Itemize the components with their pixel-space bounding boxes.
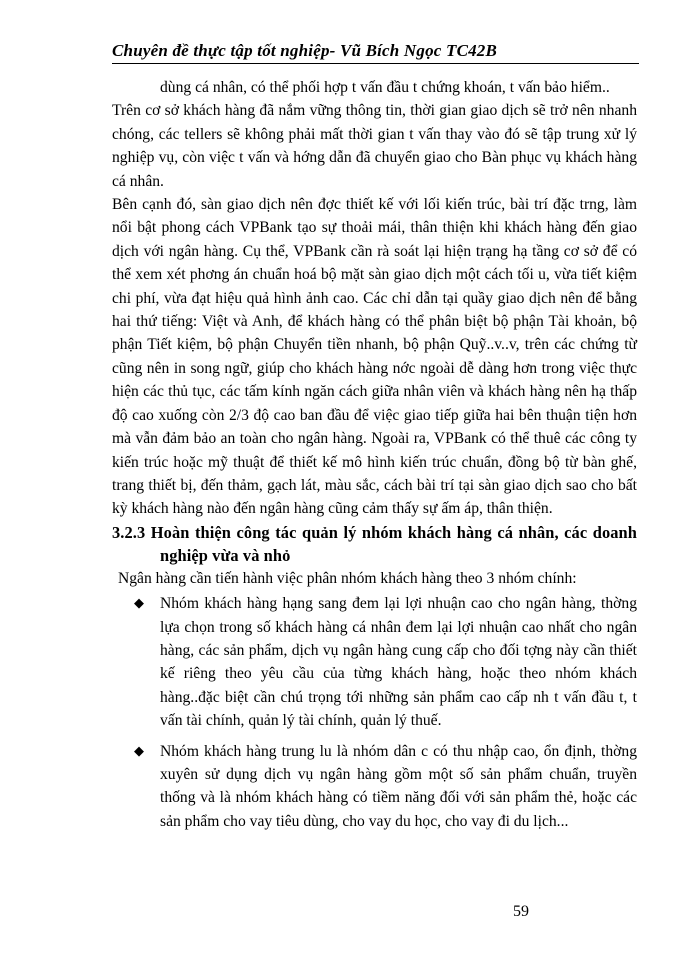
page-number: 59 [513, 903, 529, 920]
body-paragraph: Trên cơ sở khách hàng đã nắm vững thông tin, thời gian giao dịch sẽ trở nên nhanh chóng, các tellers sẽ không phải mất thời gian t vấn thay vào đó sẽ tập trung xử lý nghiệp vụ, còn việc t vấn và hớng dẫn đã chuyển giao cho Bàn phục vụ khách hàng cá nhân. [112, 102, 637, 190]
diamond-bullet-icon: ◆ [134, 595, 144, 611]
document-body [112, 76, 637, 840]
header-rule [112, 63, 639, 64]
section-intro: Ngân hàng cần tiến hành việc phân nhóm khách hàng theo 3 nhóm chính: [118, 569, 577, 587]
list-item [112, 592, 637, 732]
list-item [112, 740, 637, 834]
page-header-title: Chuyên đề thực tập tốt nghiệp- Vũ Bích Ngọc TC42B [112, 41, 498, 60]
bullet-list [112, 592, 637, 833]
list-item-text: Nhóm khách hàng hạng sang đem lại lợi nhuận cao cho ngân hàng, thờng lựa chọn trong số khách hàng cá nhân đem lại lợi nhuận cao nhất cho ngân hàng, các sản phẩm, dịch vụ ngân hàng cung cấp cho đối tợng này cần thiết kế riêng theo yêu cầu của từng khách hàng, hoặc theo nhóm khách hàng..đặc biệt cần chú trọng tới những sản phẩm cao cấp nh t vấn đầu t, t vấn tài chính, quản lý tài chính, quản lý thuế. [160, 595, 637, 730]
section-heading: 3.2.3 Hoàn thiện công tác quản lý nhóm khách hàng cá nhân, các doanh nghiệp vừa và nhỏ [112, 522, 637, 565]
continuation-paragraph: dùng cá nhân, có thể phối hợp t vấn đầu t chứng khoán, t vấn bảo hiểm.. [160, 79, 610, 96]
list-item-text: Nhóm khách hàng trung lu là nhóm dân c có thu nhập cao, ổn định, thờng xuyên sử dụng dịch vụ ngân hàng gồm một số sản phẩm chuẩn, truyền thống và là nhóm khách hàng có tiềm năng đối với sản phẩm thẻ, hoặc các sản phẩm cho vay tiêu dùng, cho vay du học, cho vay đi du lịch... [160, 742, 637, 830]
diamond-bullet-icon: ◆ [134, 742, 144, 758]
body-paragraph: Bên cạnh đó, sàn giao dịch nên đợc thiết kế với lối kiến trúc, bài trí đặc trng, làm nổi bật phong cách VPBank tạo sự thoải mái, thân thiện khi khách hàng đến giao dịch với ngân hàng. Cụ thể, VPBank cần rà soát lại hiện trạng hạ tầng cơ sở để có thể xem xét phơng án chuẩn hoá bộ mặt sàn giao dịch một cách tối u, vừa tiết kiệm chi phí, vừa đạt hiệu quả hình ảnh cao. Các chỉ dẫn tại quầy giao dịch nên để bằng hai thứ tiếng: Việt và Anh, để khách hàng có thể phân biệt bộ phận Tài khoản, bộ phận Tiết kiệm, bộ phận Chuyển tiền nhanh, bộ phận Quỹ..v..v, trên các chứng từ cũng nên in song ngữ, giúp cho khách hàng nớc ngoài dễ dàng hơn trong việc thực hiện các thủ tục, các tấm kính ngăn cách giữa nhân viên và khách hàng nên hạ thấp độ cao xuống còn 2/3 độ cao ban đầu để việc giao tiếp giữa hai bên thuận tiện hơn mà vẫn đảm bảo an toàn cho ngân hàng. Ngoài ra, VPBank có thể thuê các công ty kiến trúc hoặc mỹ thuật để thiết kế mô hình kiến trúc chuẩn, đồng bộ từ bàn ghế, trang thiết bị, đến thảm, gạch lát, màu sắc, cách bài trí tại sàn giao dịch sao cho bất kỳ khách hàng nào đến ngân hàng cũng cảm thấy sự ấm áp, thân thiện. [112, 196, 637, 518]
